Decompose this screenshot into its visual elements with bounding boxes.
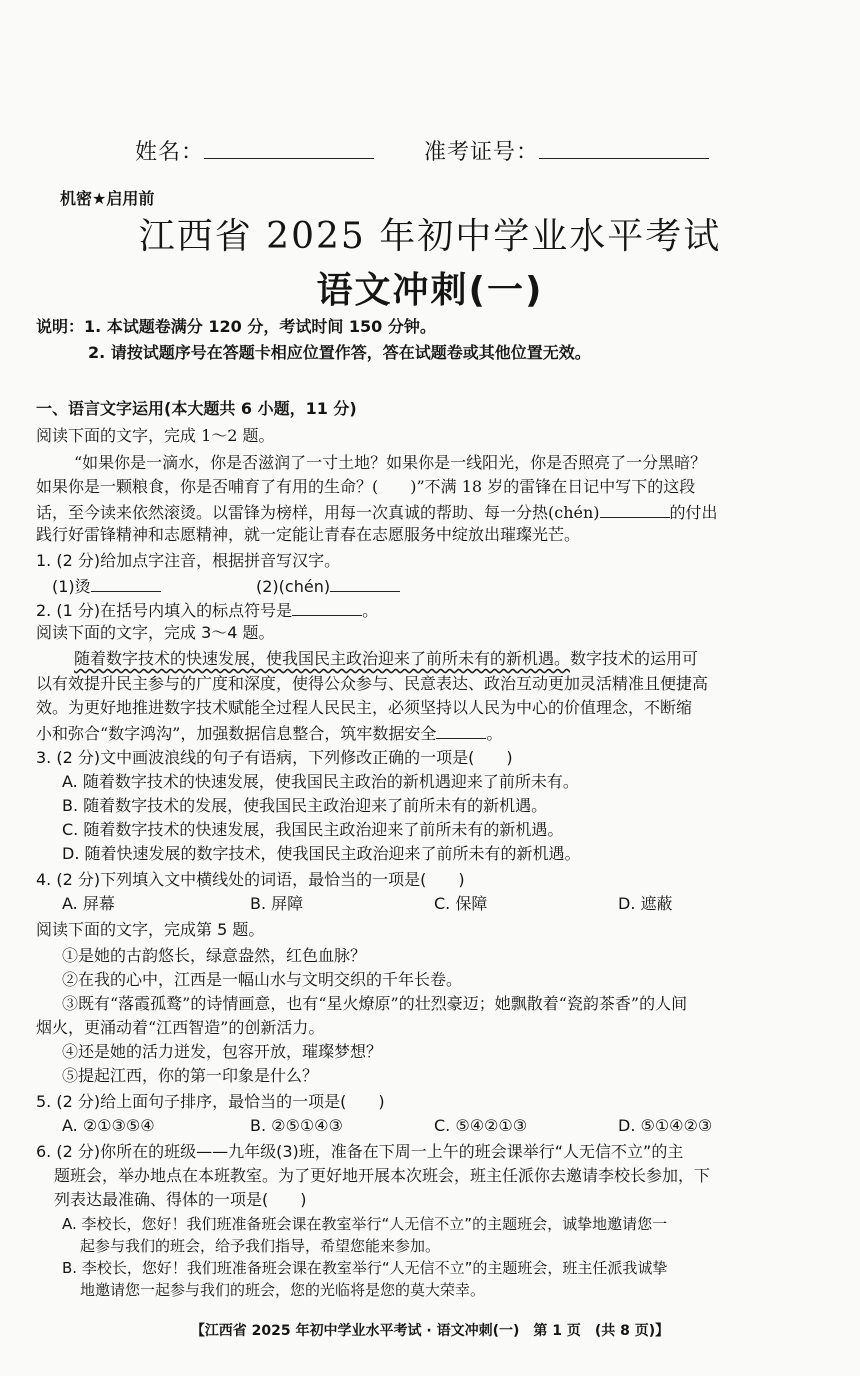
question-stem: 2. (1 分)在括号内填入的标点符号是	[36, 601, 293, 620]
wavy-sentence: 随着数字技术的快速发展，使我国民主政治迎来了前所未有的新机遇。	[74, 649, 571, 668]
passage2-line	[74, 649, 698, 669]
option-a-cont: 起参与我们的班会，给予我们指导，希望您能来参加。	[80, 1237, 441, 1255]
option-b[interactable]: B. 随着数字技术的发展，使我国民主政治迎来了前所未有的新机遇。	[62, 796, 548, 815]
name-field	[135, 135, 374, 166]
instruction-2: 2. 请按试题序号在答题卡相应位置作答，答在试题卷或其他位置无效。	[88, 343, 591, 362]
question-4: 4. (2 分)下列填入文中横线处的词语，最恰当的一项是( )	[36, 870, 465, 889]
passage1-line	[36, 501, 718, 523]
question-1-part-2	[256, 575, 400, 597]
sentence-3-cont: 烟火，更涌动着“江西智造”的创新活力。	[36, 1018, 325, 1037]
question-3: 3. (2 分)文中画波浪线的句子有语病，下列修改正确的一项是( )	[36, 748, 513, 767]
passage2-line: 效。为更好地推进数字技术赋能全过程人民民主，必须坚持以人民为中心的价值理念，不断缩	[36, 698, 693, 717]
sentence-5: ⑤提起江西，你的第一印象是什么？	[62, 1066, 319, 1085]
answer-blank[interactable]	[292, 599, 362, 616]
page-footer: 【江西省 2025 年初中学业水平考试 · 语文冲刺(一) 第 1 页 (共 8 页)】	[190, 1323, 670, 1339]
exam-id-blank[interactable]	[539, 138, 709, 159]
passage2-text: 。	[486, 724, 503, 743]
answer-blank[interactable]	[330, 575, 400, 592]
option-c[interactable]: C. 保障	[434, 894, 488, 913]
answer-blank[interactable]	[436, 722, 486, 739]
exam-title: 江西省 2025 年初中学业水平考试	[138, 216, 722, 257]
passage2-line: 以有效提升民主参与的广度和深度，使得公众参与、民意表达、政治互动更加灵活精准且便捷高	[36, 674, 709, 693]
answer-blank[interactable]	[600, 501, 670, 518]
option-a[interactable]: A. 李校长，您好！我们班准备班会课在教室举行“人无信不立”的主题班会，诚挚地邀请您一	[62, 1215, 668, 1233]
reading-intro-1: 阅读下面的文字，完成 1～2 题。	[36, 426, 275, 445]
option-b[interactable]: B. ②⑤①④③	[250, 1116, 343, 1135]
passage1-line: 如果你是一颗粮食，你是否哺育了有用的生命？( )”不满 18 岁的雷锋在日记中写下的这段	[36, 477, 696, 496]
passage2-line	[36, 722, 502, 744]
option-c[interactable]: C. ⑤④②①③	[434, 1116, 528, 1135]
option-d[interactable]: D. ⑤①④②③	[618, 1116, 713, 1135]
option-a[interactable]: A. 屏幕	[62, 894, 115, 913]
passage1-text: 的付出	[669, 503, 718, 522]
question-1-part-1	[52, 575, 161, 597]
question-5: 5. (2 分)给上面句子排序，最恰当的一项是( )	[36, 1092, 385, 1111]
passage1-line: “如果你是一滴水，你是否滋润了一寸土地？如果你是一线阳光，你是否照亮了一分黑暗？	[74, 453, 707, 472]
secret-label: 机密★启用前	[60, 189, 155, 208]
name-label: 姓名：	[135, 140, 205, 165]
part-label: (2)(chén)	[256, 577, 331, 596]
instruction-1: 1. 本试题卷满分 120 分，考试时间 150 分钟。	[84, 317, 436, 336]
name-blank[interactable]	[204, 138, 374, 159]
exam-subtitle: 语文冲刺(一)	[316, 270, 544, 311]
question-6: 6. (2 分)你所在的班级——九年级(3)班，准备在下周一上午的班会课举行“人无信不立”的主	[36, 1142, 684, 1161]
question-2	[36, 599, 378, 621]
exam-id-field	[424, 135, 709, 166]
option-d[interactable]: D. 随着快速发展的数字技术，使我国民主政治迎来了前所未有的新机遇。	[62, 844, 581, 863]
instructions-line-1	[36, 317, 436, 337]
exam-id-label: 准考证号：	[424, 140, 540, 165]
reading-intro-3: 阅读下面的文字，完成第 5 题。	[36, 920, 265, 939]
option-b[interactable]: B. 屏障	[250, 894, 304, 913]
sentence-3: ③既有“落霞孤鹜”的诗情画意，也有“星火燎原”的壮烈豪迈；她飘散着“瓷韵茶香”的人间	[62, 994, 688, 1013]
option-a[interactable]: A. ②①③⑤④	[62, 1116, 155, 1135]
sentence-2: ②在我的心中，江西是一幅山水与文明交织的千年长卷。	[62, 970, 463, 989]
option-d[interactable]: D. 遮蔽	[618, 894, 673, 913]
question-1: 1. (2 分)给加点字注音，根据拼音写汉字。	[36, 551, 341, 570]
option-b-cont: 地邀请您一起参与我们的班会，您的光临将是您的莫大荣幸。	[80, 1281, 486, 1299]
section-title: 一、语言文字运用(本大题共 6 小题，11 分)	[36, 399, 357, 418]
passage2-text: 小和弥合“数字鸿沟”，加强数据信息整合，筑牢数据安全	[36, 724, 437, 743]
reading-intro-2: 阅读下面的文字，完成 3～4 题。	[36, 623, 275, 642]
question-6-cont: 列表达最准确、得体的一项是( )	[54, 1190, 307, 1209]
passage1-line: 践行好雷锋精神和志愿精神，就一定能让青春在志愿服务中绽放出璀璨光芒。	[36, 525, 581, 544]
question-end: 。	[362, 601, 379, 620]
passage1-text: 话，至今读来依然滚烫。以雷锋为榜样，用每一次真诚的帮助、每一分热(chén)	[36, 503, 600, 522]
answer-blank[interactable]	[91, 575, 161, 592]
option-c[interactable]: C. 随着数字技术的快速发展，我国民主政治迎来了前所未有的新机遇。	[62, 820, 564, 839]
sentence-4: ④还是她的活力迸发，包容开放，璀璨梦想？	[62, 1042, 383, 1061]
option-a[interactable]: A. 随着数字技术的快速发展，使我国民主政治的新机遇迎来了前所未有。	[62, 772, 579, 791]
option-b[interactable]: B. 李校长，您好！我们班准备班会课在教室举行“人无信不立”的主题班会，班主任派我诚挚	[62, 1259, 668, 1277]
instructions-prefix: 说明：	[36, 317, 85, 336]
sentence-1: ①是她的古韵悠长，绿意盎然，红色血脉？	[62, 946, 367, 965]
passage2-text: 数字技术的运用可	[570, 649, 699, 668]
part-label: (1)烫	[52, 577, 91, 596]
question-6-cont: 题班会，举办地点在本班教室。为了更好地开展本次班会，班主任派你去邀请李校长参加，下	[54, 1166, 711, 1185]
